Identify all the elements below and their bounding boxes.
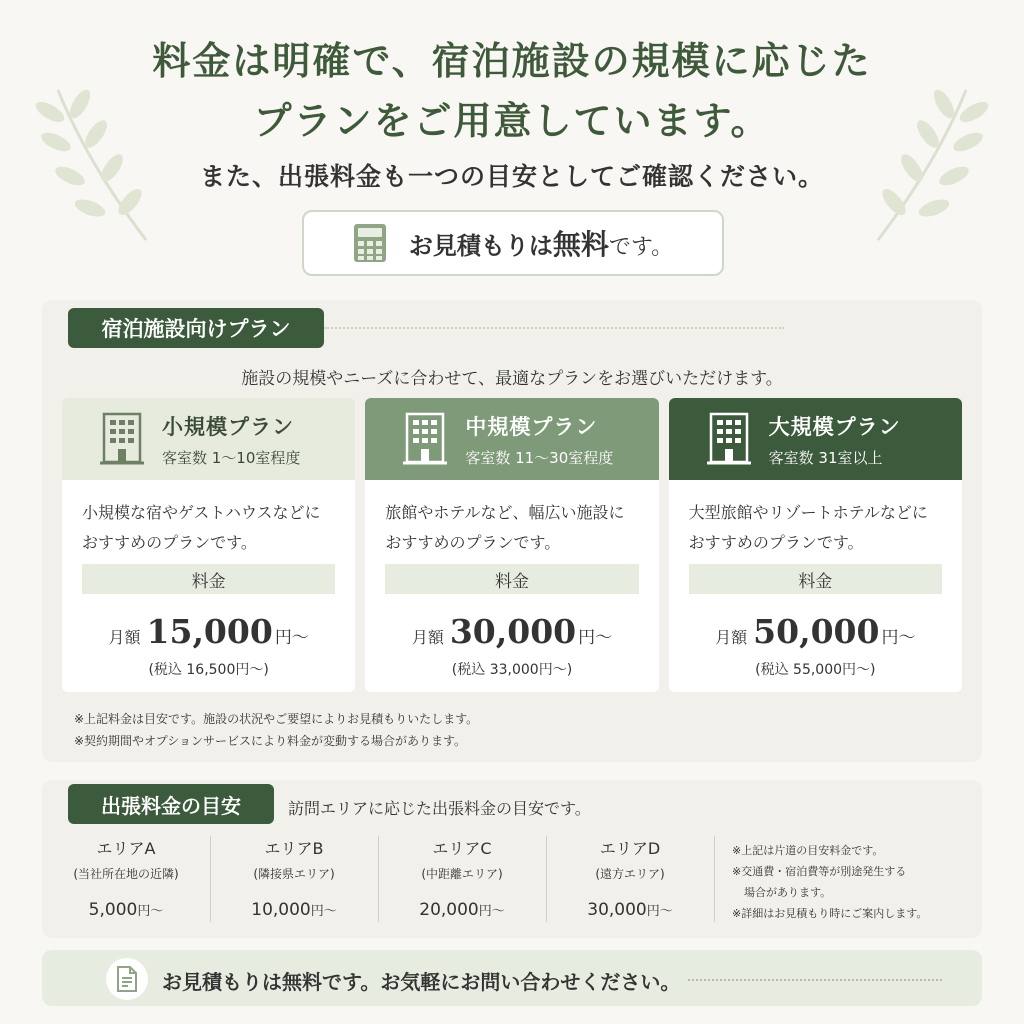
area-item [378,834,546,926]
lodging-section-tag: 宿泊施設向けプラン [68,308,324,348]
travel-intro: 訪問エリアに応じた出張料金の目安です。 [288,799,591,818]
price-amount: 15,000 [146,612,273,651]
free-estimate-emphasis: 無料 [552,228,609,261]
hero-title-line2: プランをご用意しています。 [253,98,771,143]
price-amount: 30,000 [449,612,577,651]
price-prefix: 月額 [411,628,444,647]
area-price [546,900,714,920]
free-estimate-box [302,210,724,276]
travel-notes [732,840,927,924]
area-price-amount: 5,000 [88,900,138,920]
price-row [62,612,355,651]
area-price-amount: 10,000 [251,900,311,920]
price-suffix: 円〜 [274,628,309,648]
travel-note: 場合があります。 [744,886,832,899]
building-icon [707,412,751,466]
plan-desc-line1: 大型旅館やリゾートホテルなどに [688,503,928,522]
lodging-note: ※契約期間やオプションサービスにより料金が変動する場合があります。 [74,734,467,748]
travel-section-tag: 出張料金の目安 [68,784,274,824]
plan-desc-line2: おすすめのプランです。 [385,533,561,552]
price-tax: (税込 33,000円〜) [451,662,573,678]
plan-header [365,398,658,480]
price-label: 料金 [689,564,942,594]
plan-rooms: 客室数 1〜10室程度 [162,448,301,467]
plan-card-small [62,398,355,692]
price-row [669,612,962,651]
building-icon [403,412,447,466]
travel-note: ※上記は片道の目安料金です。 [732,844,884,857]
price-label: 料金 [82,564,335,594]
price-label: 料金 [385,564,638,594]
calculator-icon [353,223,387,263]
area-price-unit: 円〜 [478,904,505,919]
plan-card-large [669,398,962,692]
plan-cards [62,398,962,692]
document-icon [106,958,148,1000]
area-name: エリアC [432,839,492,858]
plan-desc-line2: おすすめのプランです。 [688,533,864,552]
bottom-dotted-line [688,979,942,981]
area-price [378,900,546,920]
price-tax: (税込 16,500円〜) [148,662,269,678]
area-price [42,900,210,920]
free-estimate-part1: お見積もりは [408,231,553,260]
plan-name: 小規模プラン [162,414,294,439]
price-prefix: 月額 [108,628,141,647]
area-item [210,834,378,926]
travel-fee-section [42,780,982,938]
free-estimate-text [409,223,673,263]
area-desc: (中距離エリア) [421,867,503,881]
bottom-banner [42,950,982,1006]
plan-description [62,480,355,564]
plan-description [669,480,962,564]
plan-desc-line1: 小規模な宿やゲストハウスなどに [82,503,321,522]
plan-desc-line2: おすすめのプランです。 [82,533,257,552]
building-icon [100,412,144,466]
plan-rooms: 客室数 31室以上 [768,448,883,467]
area-price-unit: 円〜 [137,904,164,919]
plan-name: 中規模プラン [465,414,598,439]
hero-subtitle: また、出張料金も一つの目安としてご確認ください。 [199,162,824,191]
plan-rooms: 客室数 11〜30室程度 [465,448,614,467]
plan-card-medium [365,398,658,692]
hero-title-line1: 料金は明確で、宿泊施設の規模に応じた [152,38,872,83]
plan-description [365,480,658,564]
area-list [42,834,714,926]
bottom-banner-text: お見積もりは無料です。お気軽にお問い合わせください。 [162,970,681,994]
plan-header [669,398,962,480]
hero-section [0,0,1024,290]
travel-note: ※詳細はお見積もり時にご案内します。 [732,907,928,920]
area-price [210,900,378,920]
price-row [365,612,658,651]
area-desc: (当社所在地の近隣) [73,867,179,881]
travel-note: ※交通費・宿泊費等が別途発生する [732,865,907,878]
price-tax: (税込 55,000円〜) [755,662,876,678]
area-item [42,834,210,926]
plan-header [62,398,355,480]
price-suffix: 円〜 [578,628,613,648]
price-prefix: 月額 [715,628,748,647]
price-amount: 50,000 [753,612,880,651]
plan-desc-line1: 旅館やホテルなど、幅広い施設に [385,503,625,522]
area-item [546,834,714,926]
lodging-intro: 施設の規模やニーズに合わせて、最適なプランをお選びいただけます。 [241,369,783,389]
area-name: エリアD [599,839,661,858]
area-name: エリアA [96,839,156,858]
area-name: エリアB [264,839,324,858]
area-price-amount: 20,000 [419,900,479,920]
lodging-note: ※上記料金は目安です。施設の状況やご要望によりお見積もりいたします。 [74,712,479,726]
section-divider [324,327,784,329]
plan-name: 大規模プラン [768,414,901,439]
travel-divider [714,836,715,922]
price-suffix: 円〜 [881,628,916,648]
lodging-plans-section [42,300,982,762]
area-desc: (遠方エリア) [595,867,665,881]
lodging-notes [74,708,478,752]
area-price-unit: 円〜 [646,904,673,919]
area-price-unit: 円〜 [310,904,337,919]
area-desc: (隣接県エリア) [253,867,335,881]
area-price-amount: 30,000 [587,900,647,920]
free-estimate-part3: です。 [608,235,674,260]
